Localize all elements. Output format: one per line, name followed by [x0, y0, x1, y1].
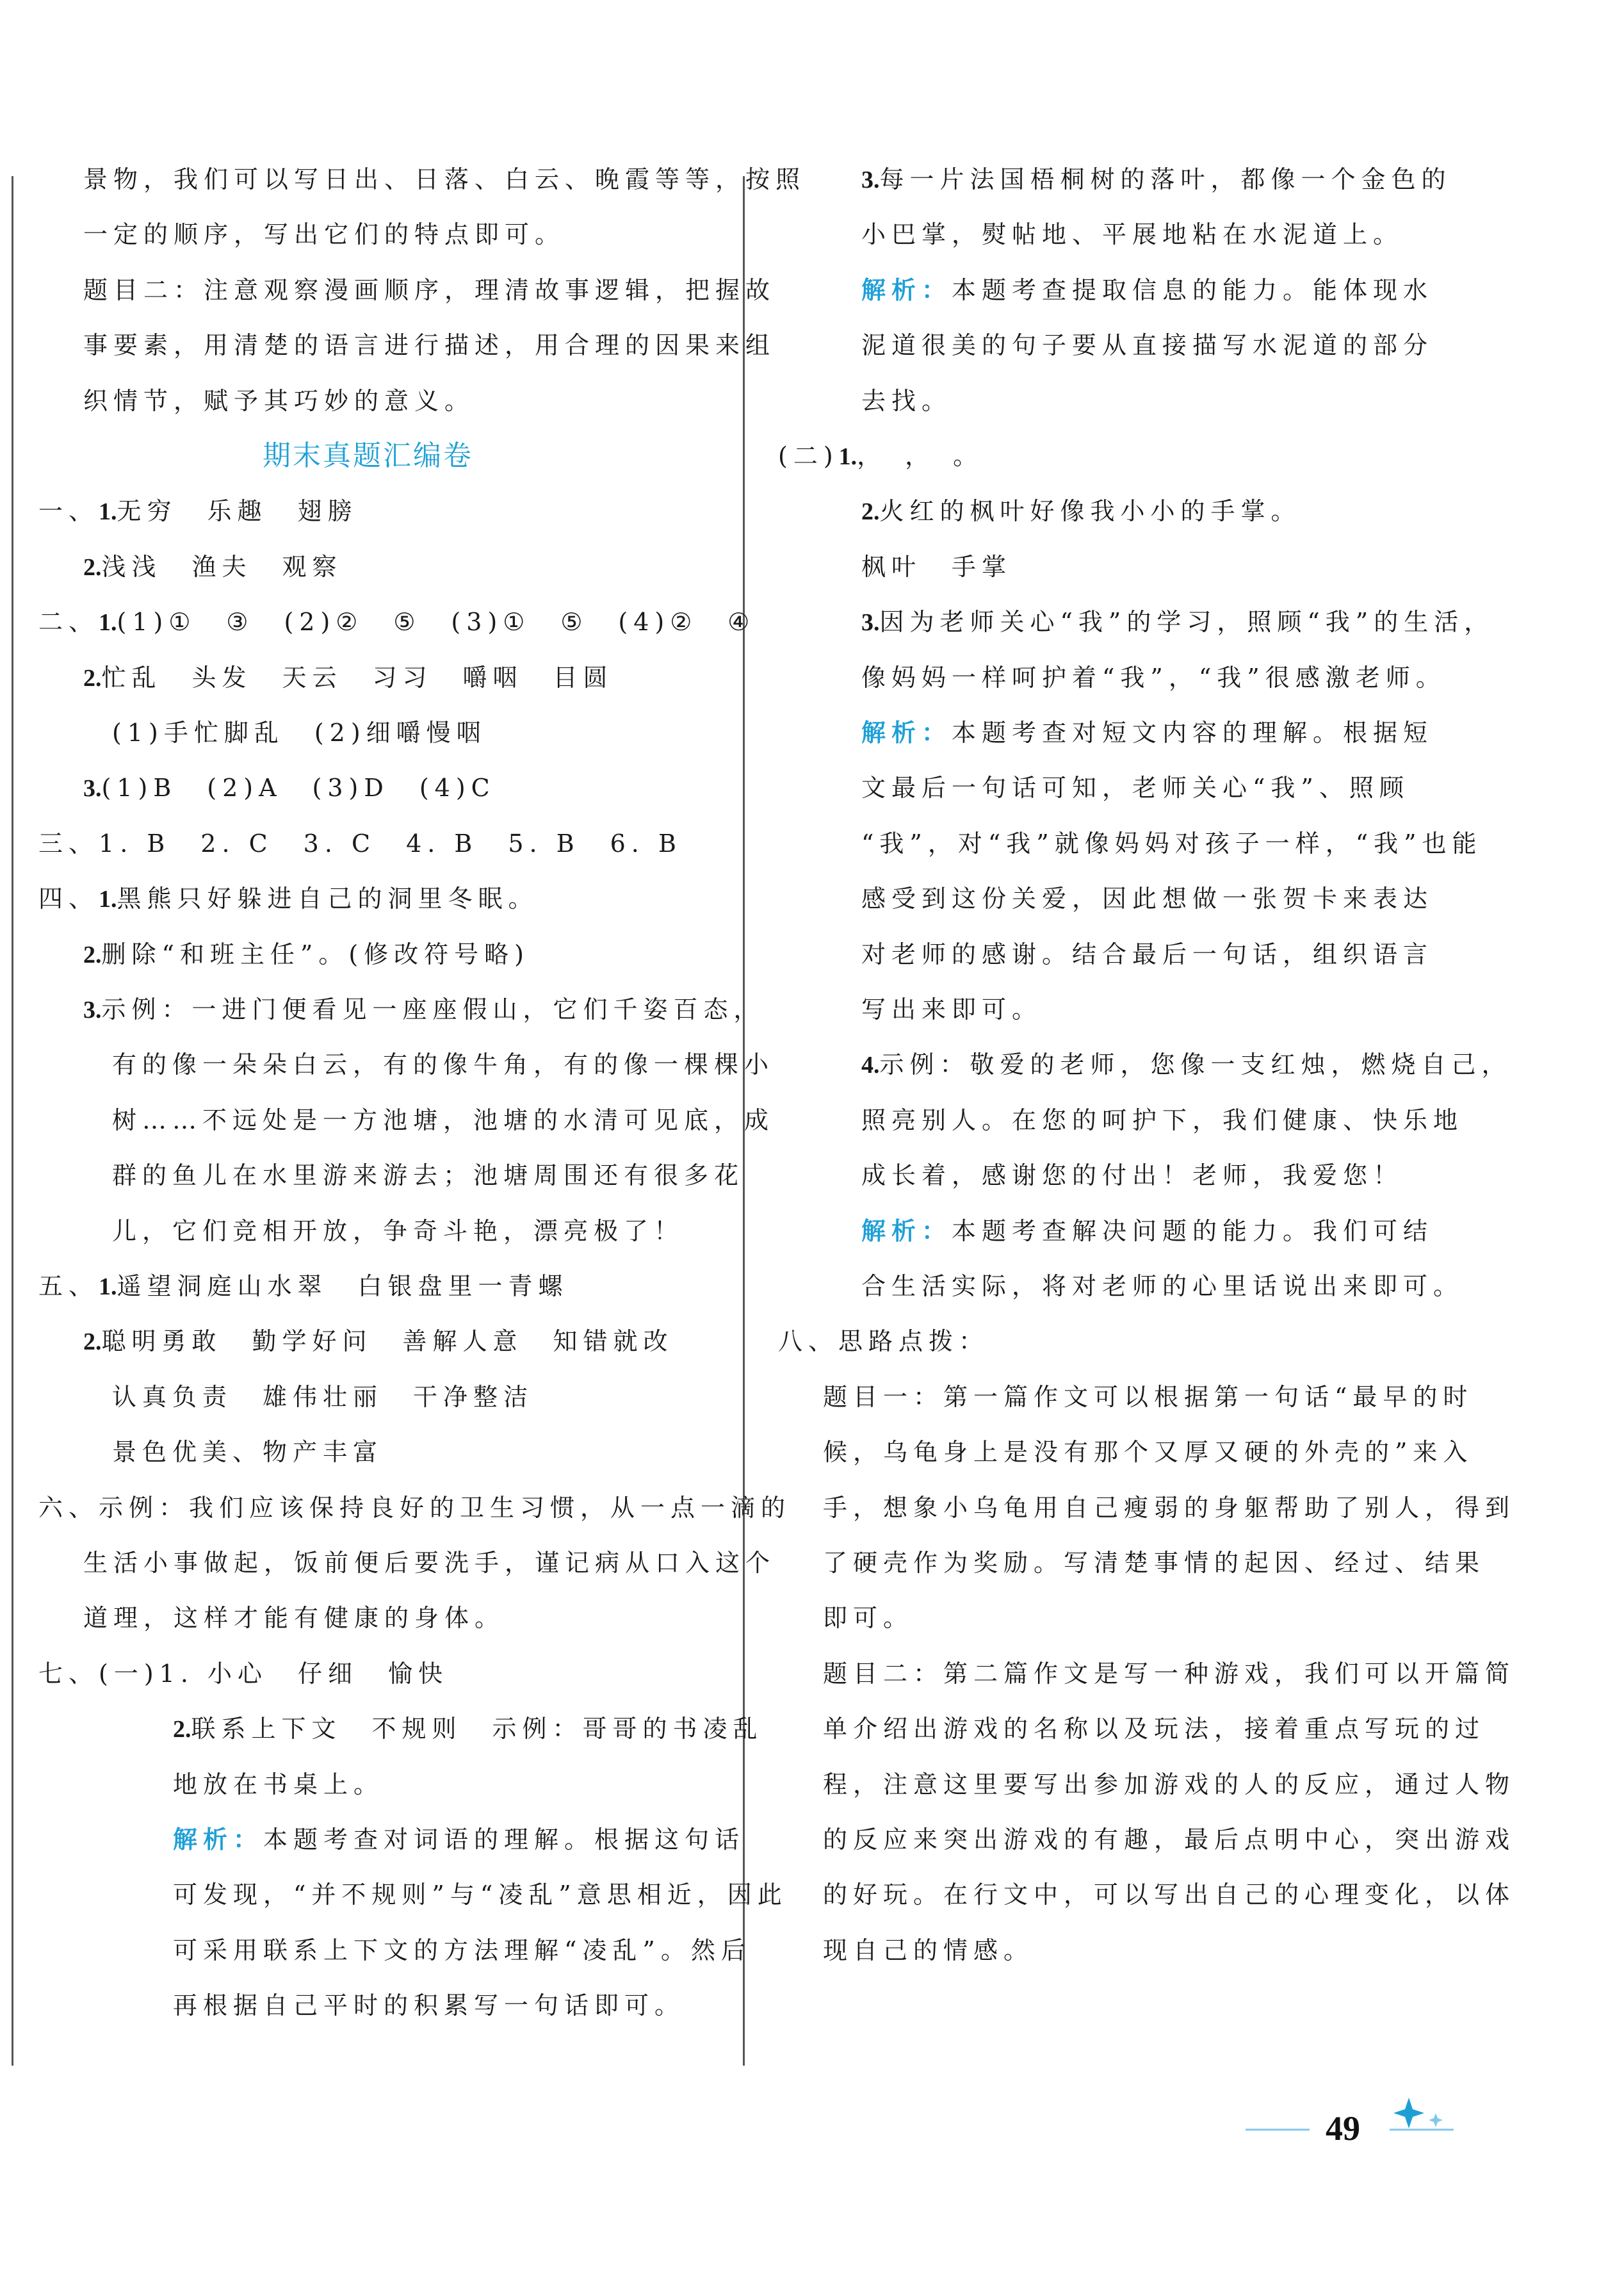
text-line	[173, 1765, 384, 1804]
line-text: 织情节，赋予其巧妙的意义。	[83, 387, 475, 415]
question-number: 4.	[861, 1052, 880, 1079]
question-number: 2.	[861, 498, 880, 525]
line-text: 可采用联系上下文的方法理解“凌乱”。然后	[173, 1936, 751, 1964]
question-number: 1.	[99, 886, 117, 913]
line-text: 儿，它们竞相开放，争奇斗艳，漂亮极了！	[112, 1217, 685, 1245]
text-line	[861, 492, 1301, 530]
line-text: 候，乌龟身上是没有那个又厚又硬的外壳的”来入	[823, 1438, 1474, 1466]
question-number: 2.	[83, 554, 102, 581]
text-line	[823, 1931, 1034, 1970]
text-line	[823, 1765, 1515, 1804]
text-line	[778, 437, 983, 475]
text-line	[83, 1544, 775, 1582]
line-text: 小巴掌，熨帖地、平展地粘在水泥道上。	[861, 220, 1404, 249]
line-text: 的好玩。在行文中，可以写出自己的心理变化，以体	[823, 1881, 1516, 1909]
text-line	[112, 1378, 533, 1416]
left-margin-rule	[12, 176, 13, 2066]
line-text: 无穷 乐趣 翅膀	[117, 497, 358, 525]
line-text: 因为老师关心“我”的学习，照顾“我”的生活，	[879, 608, 1495, 636]
question-number: 3.	[861, 609, 880, 636]
analysis-label: 解析：	[861, 1216, 952, 1245]
line-text: 泥道很美的句子要从直接描写水泥道的部分	[861, 331, 1434, 359]
text-line	[861, 1267, 1463, 1305]
question-number: 2.	[83, 665, 102, 692]
line-text: 题目二：注意观察漫画顺序，理清故事逻辑，把握故	[83, 276, 776, 304]
line-text: (一)1. 小心 仔细 愉快	[99, 1660, 449, 1688]
line-text: 枫叶 手掌	[861, 553, 1012, 581]
question-number: 2.	[83, 1328, 102, 1355]
line-text: (1)B (2)A (3)D (4)C	[101, 774, 496, 802]
text-line	[861, 326, 1433, 364]
line-text: 黑熊只好躲进自己的洞里冬眠。	[117, 885, 539, 913]
text-line	[823, 1489, 1515, 1527]
text-line	[823, 1599, 913, 1637]
text-line	[823, 1433, 1473, 1471]
line-text: 有的像一朵朵白云，有的像牛角，有的像一棵棵小	[112, 1050, 775, 1079]
text-line	[861, 935, 1433, 974]
line-text: 可发现，“并不规则”与“凌乱”意思相近，因此	[173, 1881, 788, 1909]
text-line	[83, 326, 775, 364]
line-text: 本题考查对短文内容的理解。根据短	[952, 719, 1434, 747]
text-line	[861, 658, 1446, 697]
line-text: 本题考查解决问题的能力。我们可结	[952, 1217, 1434, 1245]
section-number: 五、	[38, 1272, 99, 1300]
line-text: 去找。	[861, 387, 952, 415]
text-line	[861, 1101, 1463, 1139]
line-text: 景色优美、物产丰富	[112, 1438, 384, 1466]
text-line	[112, 1045, 774, 1084]
question-number: 3.	[861, 167, 880, 193]
text-line	[83, 160, 806, 199]
text-line	[823, 1875, 1515, 1914]
line-text: 再根据自己平时的积累写一句话即可。	[173, 1991, 685, 2020]
text-line	[861, 769, 1409, 807]
text-line	[38, 879, 539, 918]
line-text: “我”，对“我”就像妈妈对孩子一样，“我”也能	[861, 829, 1482, 858]
line-text: 的反应来突出游戏的有趣，最后点明中心，突出游戏	[823, 1825, 1516, 1854]
text-line	[173, 1710, 763, 1748]
text-line	[83, 382, 475, 420]
line-text: 火红的枫叶好像我小小的手掌。	[879, 497, 1301, 525]
text-line	[778, 1322, 989, 1360]
text-line	[823, 1710, 1485, 1748]
text-line	[861, 382, 952, 420]
line-text: 示例：我们应该保持良好的卫生习惯，从一点一滴的	[99, 1494, 792, 1522]
line-text: 合生活实际，将对老师的心里话说出来即可。	[861, 1272, 1464, 1300]
line-text: 成长着，感谢您的付出！老师，我爱您！	[861, 1161, 1404, 1189]
line-text: 浅浅 渔夫 观察	[101, 553, 343, 581]
line-text: 认真负责 雄伟壮丽 干净整洁	[112, 1383, 534, 1411]
analysis-label: 解析：	[861, 718, 952, 747]
line-text: 道理，这样才能有健康的身体。	[83, 1604, 505, 1632]
text-line	[861, 990, 1042, 1029]
text-line	[861, 548, 1012, 586]
question-number: 1.	[99, 609, 117, 636]
line-text: 每一片法国梧桐树的落叶，都像一个金色的	[879, 165, 1452, 193]
text-line	[861, 879, 1433, 918]
line-text: 即可。	[823, 1604, 914, 1632]
section-number: 六、	[38, 1494, 99, 1522]
text-line	[83, 1599, 505, 1637]
text-line	[823, 1654, 1515, 1693]
section-number: 三、	[38, 829, 99, 858]
line-text: 事要素，用清楚的语言进行描述，用合理的因果来组	[83, 331, 776, 359]
text-line	[861, 215, 1403, 254]
section-number: 四、	[38, 885, 99, 913]
line-text: 题目一：第一篇作文可以根据第一句话“最早的时	[823, 1383, 1474, 1411]
line-text: 文最后一句话可知，老师关心“我”、照顾	[861, 774, 1409, 802]
line-text: (1)① ③ (2)② ⑤ (3)① ⑤ (4)② ④	[117, 608, 756, 636]
text-line	[83, 271, 775, 309]
text-line	[861, 1156, 1403, 1195]
text-line	[861, 603, 1494, 641]
analysis-label: 解析：	[861, 275, 952, 304]
text-line	[823, 1544, 1485, 1582]
text-line	[861, 1212, 1433, 1250]
line-text: 本题考查对词语的理解。根据这句话	[263, 1825, 745, 1854]
line-text: 地放在书桌上。	[173, 1770, 384, 1799]
text-line	[173, 1875, 788, 1914]
text-line	[83, 990, 764, 1029]
line-text: 遥望洞庭山水翠 白银盘里一青螺	[117, 1272, 569, 1300]
text-line	[823, 1820, 1515, 1859]
text-line	[112, 1212, 684, 1250]
text-line	[83, 935, 530, 974]
line-text: 树……不远处是一方池塘，池塘的水清可见底，成	[112, 1106, 775, 1134]
text-line	[861, 271, 1433, 309]
section-heading: 期末真题汇编卷	[263, 439, 473, 472]
line-text: 思路点拨：	[838, 1327, 989, 1355]
line-text: (1)手忙脚乱 (2)细嚼慢咽	[112, 719, 487, 747]
text-line	[83, 215, 565, 254]
line-text: 照亮别人。在您的呵护下，我们健康、快乐地	[861, 1106, 1464, 1134]
sparkle-star-icon	[1393, 2098, 1424, 2128]
text-line	[112, 1433, 383, 1471]
line-text: 了硬壳作为奖励。写清楚事情的起因、经过、结果	[823, 1549, 1486, 1577]
question-number: 2.	[173, 1716, 191, 1743]
small-sparkle-icon	[1429, 2113, 1443, 2127]
text-line	[38, 1489, 791, 1527]
line-text: 单介绍出游戏的名称以及玩法，接着重点写玩的过	[823, 1715, 1486, 1743]
text-line	[112, 714, 487, 752]
text-line	[38, 824, 682, 863]
line-text: 手，想象小乌龟用自己瘦弱的身躯帮助了别人，得到	[823, 1494, 1516, 1522]
line-text: ， ， 。	[857, 442, 984, 470]
section-number: (二)	[778, 442, 839, 470]
text-line	[112, 1101, 774, 1139]
text-line	[83, 548, 343, 586]
line-text: 示例：敬爱的老师，您像一支红烛，燃烧自己，	[879, 1050, 1512, 1079]
text-line	[83, 658, 613, 697]
analysis-label: 解析：	[173, 1825, 264, 1854]
page-number: 49	[1326, 2109, 1360, 2148]
question-number: 1.	[838, 443, 857, 470]
section-number: 一、	[38, 497, 99, 525]
text-line	[38, 603, 755, 641]
text-line	[861, 160, 1452, 199]
line-text: 对老师的感谢。结合最后一句话，组织语言	[861, 940, 1434, 968]
text-line	[823, 1378, 1473, 1416]
line-text: 生活小事做起，饭前便后要洗手，谨记病从口入这个	[83, 1549, 776, 1577]
line-text: 联系上下文 不规则 示例：哥哥的书凌乱	[191, 1715, 763, 1743]
line-text: 本题考查提取信息的能力。能体现水	[952, 276, 1434, 304]
question-number: 1.	[99, 1273, 117, 1300]
line-text: 题目二：第二篇作文是写一种游戏，我们可以开篇简	[823, 1660, 1516, 1688]
text-line	[861, 824, 1482, 863]
line-text: 像妈妈一样呵护着“我”，“我”很感激老师。	[861, 664, 1446, 692]
question-number: 1.	[99, 498, 117, 525]
question-number: 3.	[83, 997, 102, 1024]
text-line	[173, 1820, 745, 1859]
line-text: 群的鱼儿在水里游来游去；池塘周围还有很多花	[112, 1161, 745, 1189]
text-line	[38, 1654, 448, 1693]
line-text: 示例：一进门便看见一座座假山，它们千姿百态，	[101, 995, 764, 1024]
text-line	[83, 769, 496, 807]
line-text: 删除“和班主任”。(修改符号略)	[101, 940, 530, 968]
line-text: 忙乱 头发 天云 习习 嚼咽 目圆	[101, 664, 613, 692]
line-text: 写出来即可。	[861, 995, 1043, 1024]
text-line	[861, 1045, 1512, 1084]
text-line	[173, 1986, 685, 2025]
text-line	[112, 1156, 744, 1195]
section-number: 七、	[38, 1660, 99, 1688]
text-line	[38, 1267, 569, 1305]
question-number: 2.	[83, 942, 102, 968]
text-line	[861, 714, 1433, 752]
line-text: 感受到这份关爱，因此想做一张贺卡来表达	[861, 885, 1434, 913]
section-number: 八、	[778, 1327, 839, 1355]
question-number: 3.	[83, 775, 102, 802]
text-line	[38, 492, 358, 530]
line-text: 现自己的情感。	[823, 1936, 1034, 1964]
line-text: 程，注意这里要写出参加游戏的人的反应，通过人物	[823, 1770, 1516, 1799]
text-line	[173, 1931, 751, 1970]
text-line	[83, 1322, 674, 1360]
line-text: 一定的顺序，写出它们的特点即可。	[83, 220, 565, 249]
section-number: 二、	[38, 608, 99, 636]
line-text: 景物，我们可以写日出、日落、白云、晚霞等等，按照	[83, 165, 806, 193]
line-text: 1. B 2. C 3. C 4. B 5. B 6. B	[99, 829, 682, 858]
line-text: 聪明勇敢 勤学好问 善解人意 知错就改	[101, 1327, 674, 1355]
